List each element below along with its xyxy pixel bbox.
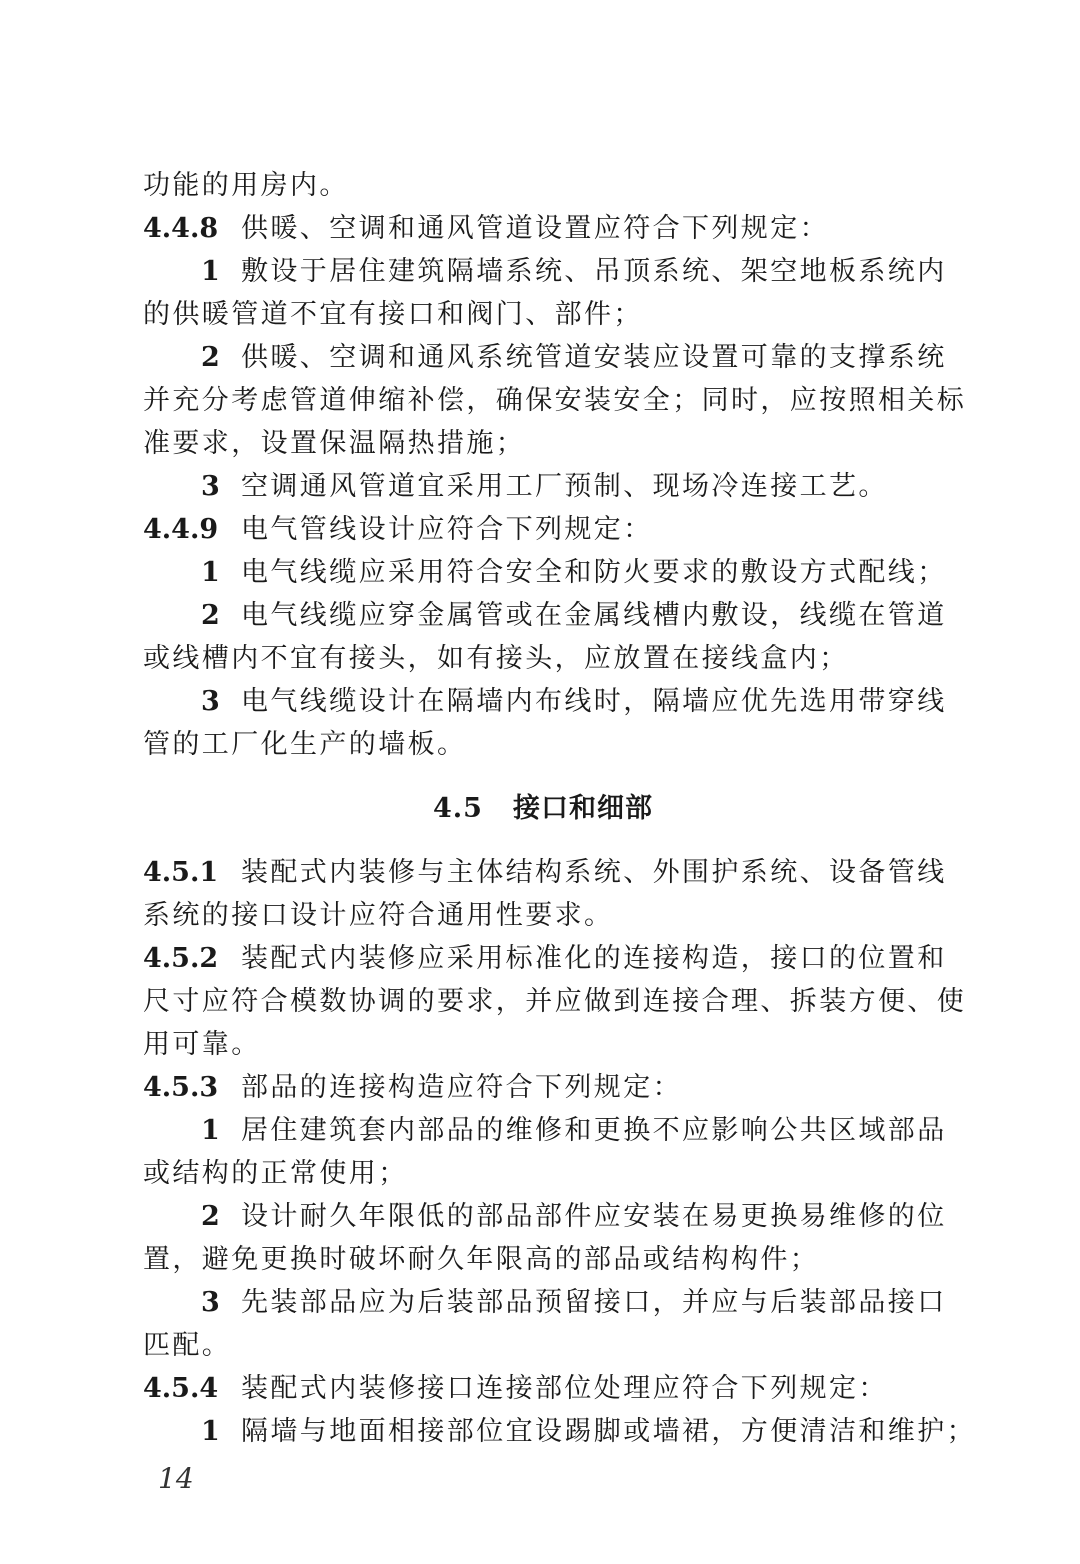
- item-1: 1 隔墙与地面相接部位宜设踢脚或墙裙，方便清洁和维护；: [143, 1410, 943, 1453]
- text-line: 功能的用房内。: [143, 170, 349, 201]
- item-1: 1 敷设于居住建筑隔墙系统、吊顶系统、架空地板系统内: [143, 250, 943, 293]
- clause-number: 4.5.4: [143, 1373, 219, 1404]
- item-1: 1 居住建筑套内部品的维修和更换不应影响公共区域部品: [143, 1109, 943, 1152]
- text-line: 系统的接口设计应符合通用性要求。: [143, 900, 614, 931]
- clause-4-4-8: [143, 207, 943, 250]
- item-1: 1 电气线缆应采用符合安全和防火要求的敷设方式配线；: [143, 551, 943, 594]
- text-line: 或线槽内不宜有接头，如有接头，应放置在接线盒内；: [143, 643, 849, 674]
- item-3: 3 先装部品应为后装部品预留接口，并应与后装部品接口: [143, 1281, 943, 1324]
- section-number: 4.5: [433, 793, 483, 824]
- item-number: 3: [201, 686, 220, 717]
- item-2: 2 电气线缆应穿金属管或在金属线槽内敷设，线缆在管道: [143, 594, 943, 637]
- item-number: 1: [201, 1416, 220, 1447]
- clause-number: 4.5.3: [143, 1072, 219, 1103]
- clause-number: 4.5.2: [143, 943, 219, 974]
- document-body: [143, 164, 976, 1453]
- text-line: 准要求，设置保温隔热措施；: [143, 428, 526, 459]
- item-number: 2: [201, 342, 220, 373]
- clause-text: 电气管线设计应符合下列规定：: [241, 514, 653, 545]
- clause-4-4-9: [143, 508, 943, 551]
- item-number: 2: [201, 600, 220, 631]
- item-number: 1: [201, 1115, 220, 1146]
- clause-text: 供暖、空调和通风管道设置应符合下列规定：: [241, 213, 829, 244]
- clause-number: 4.4.8: [143, 213, 219, 244]
- item-number: 1: [201, 256, 220, 287]
- item-number: 1: [201, 557, 220, 588]
- page-number: 14: [158, 1462, 194, 1495]
- item-number: 3: [201, 1287, 220, 1318]
- clause-text: 装配式内装修应采用标准化的连接构造，接口的位置和: [241, 943, 947, 974]
- text-line: 的供暖管道不宜有接口和阀门、部件；: [143, 299, 643, 330]
- text-line: 尺寸应符合模数协调的要求，并应做到连接合理、拆装方便、使: [143, 986, 967, 1017]
- text-line: 匹配。: [143, 1330, 232, 1361]
- text-line: 并充分考虑管道伸缩补偿，确保安装安全；同时，应按照相关标: [143, 385, 967, 416]
- section-title: 接口和细部: [512, 793, 653, 824]
- clause-text: 装配式内装修接口连接部位处理应符合下列规定：: [241, 1373, 888, 1404]
- text-line: 置，避免更换时破坏耐久年限高的部品或结构构件；: [143, 1244, 820, 1275]
- clause-text: 部品的连接构造应符合下列规定：: [241, 1072, 682, 1103]
- clause-number: 4.5.1: [143, 857, 219, 888]
- item-2: 2 供暖、空调和通风系统管道安装应设置可靠的支撑系统: [143, 336, 943, 379]
- text-line: 管的工厂化生产的墙板。: [143, 729, 467, 760]
- clause-4-5-2: [143, 937, 947, 980]
- clause-text: 装配式内装修与主体结构系统、外围护系统、设备管线: [241, 857, 947, 888]
- text-line: 用可靠。: [143, 1029, 261, 1060]
- clause-4-5-1: [143, 851, 947, 894]
- item-3: 3 空调通风管道宜采用工厂预制、现场冷连接工艺。: [143, 465, 943, 508]
- item-number: 2: [201, 1201, 220, 1232]
- clause-4-5-4: [143, 1367, 943, 1410]
- item-2: 2 设计耐久年限低的部品部件应安装在易更换易维修的位: [143, 1195, 943, 1238]
- clause-number: 4.4.9: [143, 514, 219, 545]
- clause-4-5-3: [143, 1066, 943, 1109]
- item-3: 3 电气线缆设计在隔墙内布线时，隔墙应优先选用带穿线: [143, 680, 943, 723]
- text-line: 或结构的正常使用；: [143, 1158, 408, 1189]
- item-number: 3: [201, 471, 220, 502]
- section-heading: [143, 787, 943, 830]
